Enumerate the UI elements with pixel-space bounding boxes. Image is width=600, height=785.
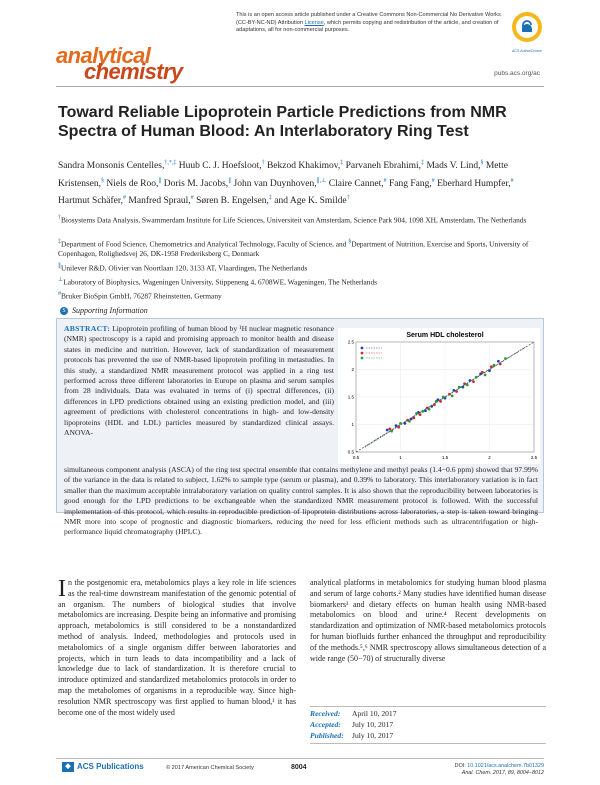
date-published: Published: July 10, 2017 (310, 730, 394, 740)
supporting-info-link[interactable] (60, 306, 148, 315)
badge-label: ACS AuthorChoice (512, 49, 542, 53)
license-link[interactable]: License (304, 19, 324, 26)
data-point (408, 420, 411, 423)
author-affiliation-mark: # (123, 195, 127, 202)
data-point (399, 422, 402, 425)
author-name[interactable]: Huub C. J. Hoefsloot, (178, 161, 262, 172)
data-point (458, 386, 461, 389)
author-name[interactable]: and Age K. Smilde (274, 196, 347, 207)
journal-logo-line2: chemistry (84, 59, 183, 84)
data-point (395, 424, 398, 427)
y-tick-label: 0.5 (347, 449, 354, 455)
journal-logo-line1: analytical (56, 43, 151, 68)
author-affiliation-mark: ∥,⊥ (316, 177, 327, 184)
y-tick-label: 2 (351, 367, 354, 372)
publisher-name: ACS Publications (77, 762, 144, 772)
header-divider (56, 86, 544, 87)
data-point (442, 396, 445, 399)
author-affiliation-mark: † (261, 160, 265, 166)
data-point (497, 360, 500, 363)
author-name[interactable]: Claire Cannet, (328, 178, 384, 189)
x-tick-label: 2 (488, 455, 491, 460)
article-dates (310, 706, 546, 744)
author-affiliation-mark: ‡ (421, 160, 425, 166)
data-point (388, 428, 391, 431)
abstract-label: ABSTRACT: (64, 324, 111, 333)
citation: Anal. Chem. 2017, 89, 8004−8012 (461, 770, 544, 776)
journal-logo[interactable] (56, 43, 183, 84)
author-name[interactable]: Parvaneh Ebrahimi, (345, 161, 422, 172)
data-point (428, 408, 431, 411)
author-affiliation-mark: ‡ (340, 160, 344, 166)
page-number: 8004 (291, 764, 307, 771)
open-access-text: This is an open access article published under a Creative Commons Non-Commercial No Derivative Works (CC-BY-NC-ND) Attribution (236, 12, 501, 26)
author-affiliation-mark: # (383, 177, 387, 184)
abstract-text-continued: simultaneous component analysis (ASCA) of the ring test spectral ensemble that contains methylene and methyl peaks (1.4−0.6 ppm) showed that 97.99% of the variance in the data is related to subject, 1.62% to sample type (serum or plasma), and 0.39% to laboratory. This interlaboratory variation is in fact smaller than the maximum acceptable intralaboratory variation on quality control samples. It is also shown that the reproducibility between laboratories is good enough for the LPD predictions to be exchangeable when the standardized NMR measurement protocol is followed. With the successful implementation of this protocol, which results in reproducible prediction of lipoprotein distributions across laboratories, a step is taken toward bringing NMR more into scope of prognostic and diagnostic biomarkers, reducing the need for less efficient methods such as ultracentrifugation or high-performance liquid chromatography (HPLC). (64, 465, 538, 537)
legend-marker (361, 352, 364, 355)
author-affiliation-mark: ∥ (228, 177, 232, 184)
author-name[interactable]: Bekzod Khakimov, (266, 161, 341, 172)
author-affiliation-mark: § (101, 177, 105, 184)
data-point (504, 357, 507, 360)
abstract-text: ABSTRACT: Lipoprotein profiling of human blood by ¹H nuclear magnetic resonance (NMR) spectroscopy is a rapid and promising approach to monitor health and disease states in medicine and nutrition. However, lack of standardization of measurement protocols has prevented the use of NMR-based lipoprotein profiling in metastudies. In this study, a standardized NMR measurement protocol was applied in a ring test performed across three different laboratories in Europe on plasma and serum samples from 28 individuals. Data was evaluated in terms of (i) spectral differences, (ii) differences in LPD predictions obtained using an existing prediction model, and (iii) agreement of predictions with cholesterol concentrations in high- and low-density lipoproteins (HDL and LDL) particles measured by standardized clinical assays. ANOVA- (64, 324, 334, 438)
supporting-info-icon: S (60, 307, 68, 315)
intro-column-1: In the postgenomic era, metabolomics plays a key role in life sciences as the real-time downstream manifestation of the genomic potential of an organism. The numbers of biological studies that involve metabolomics are increasing. Despite being an informative and promising approach, metabolomics is still considered to be a nonstandardized method of analysis. Indeed, methodologies and protocols used in metabolomics of a single organism differ between laboratories and projects, which in turn leads to data incompatibility and a lack of knowledge due to lack of standardization. It is therefore crucial to introduce optimized and standardized metabolomics protocols in order to map the metabolomes of organisms in a reproducible way. Since high-resolution NMR spectroscopy was first applied to human blood,¹ it has become one of the most widely used (58, 576, 296, 717)
affiliation-2: ‡Department of Food Science, Chemometrics and Analytical Technology, Faculty of Science, and §Department of Nutrition, Exercise and Sports, University of Copenhagen, Rolighedsvej 26, DK-1958 Frederiksberg C, Denmark (58, 239, 529, 259)
author-affiliation-mark: † (346, 195, 350, 202)
data-point (484, 374, 487, 377)
data-point (404, 422, 407, 425)
journal-url[interactable]: pubs.acs.org/ac (494, 70, 540, 77)
toc-chart (338, 328, 540, 464)
author-affiliation-mark: †,*,‡ (164, 160, 177, 166)
chart-background (338, 328, 540, 464)
y-tick-label: 1.5 (347, 394, 354, 400)
legend-marker (361, 357, 364, 360)
open-access-text-tail: , which permits copying and redistribution of the article, and creation of adaptations, all for non-commercial purposes. (236, 19, 499, 34)
acs-logo-icon: ◆ (62, 762, 74, 772)
data-point (435, 400, 438, 403)
footer-divider (56, 758, 544, 759)
date-received: Received: April 10, 2017 (310, 709, 397, 718)
acs-authorchoice-badge-icon (510, 10, 544, 53)
x-tick-label: 1 (399, 455, 402, 460)
author-affiliation-mark: # (190, 195, 194, 202)
author-name[interactable]: John van Duynhoven, (233, 178, 317, 189)
author-name[interactable]: Sandra Monsonis Centelles, (58, 161, 165, 172)
data-point (390, 430, 393, 433)
data-point (493, 364, 496, 367)
data-point (451, 395, 454, 398)
data-point (455, 390, 458, 393)
doi-citation: DOI: 10.1021/acs.analchem.7b01329 Anal. Chem. 2017, 89, 8004−8012 (410, 763, 544, 777)
author-name[interactable]: Doris M. Jacobs, (163, 178, 229, 189)
data-point (439, 400, 442, 403)
data-point (472, 380, 475, 383)
x-tick-label: 0.5 (352, 455, 360, 460)
data-point (481, 371, 484, 374)
doi-link[interactable]: 10.1021/acs.analchem.7b01329 (467, 763, 544, 769)
author-name[interactable]: Mette Kristensen, (58, 161, 509, 189)
date-accepted: Accepted: July 10, 2017 (310, 719, 394, 729)
article-title: Toward Reliable Lipoprotein Particle Predictions from NMR Spectra of Human Blood: An Interlaboratory Ring Test (58, 104, 507, 140)
copyright: © 2017 American Chemical Society (166, 765, 254, 771)
acs-publications-logo[interactable] (62, 762, 144, 772)
intro-column-2: analytical platforms in metabolomics for studying human blood plasma and serum of large cohorts.² Many studies have identified human disease biomarkers³ and dietary effects on human health using NMR-based metabolomics on blood and urine.⁴ Recent developments on standardization and optimization of NMR-based metabolomics protocols for human biofluids further enhanced the throughput and reproducibility of the methods.⁵,⁶ NMR spectroscopy allows simultaneous detection of a wide range (50−70) of structurally diverse (310, 578, 546, 663)
author-name[interactable]: Eberhard Humpfer, (437, 178, 511, 189)
chart-title: Serum HDL cholesterol (406, 332, 484, 339)
data-point (475, 376, 478, 379)
y-tick-label: 1 (351, 422, 354, 427)
author-name[interactable]: Fang Fang, (389, 178, 432, 189)
data-point (421, 410, 424, 413)
affiliation-3: ∥Unilever R&D, Olivier van Noortlaan 120, 3133 AT, Vlaardingen, The Netherlands (58, 263, 308, 273)
affiliation-1: †Biosystems Data Analysis, Swammerdam Institute for Life Sciences, Universiteit van Amsterdam, Science Park 904, 1098 XH, Amsterdam, The Netherlands (58, 215, 527, 225)
author-list (58, 156, 544, 209)
author-name[interactable]: Manfred Spraul, (128, 196, 191, 207)
affiliation-5: #Bruker BioSpin GmbH, 76287 Rheinstetten, Germany (58, 291, 222, 301)
affiliation-4: ⊥Laboratory of Biophysics, Wageningen University, Stippeneng 4, 6708WE, Wageningen, The Netherlands (58, 277, 378, 287)
author-affiliation-mark: # (510, 177, 514, 184)
y-tick-label: 2.5 (347, 339, 354, 345)
legend-marker (361, 347, 364, 350)
supporting-info-label: Supporting Information (72, 306, 148, 315)
data-point (466, 384, 469, 387)
data-point (415, 412, 418, 415)
dropcap: I (58, 576, 66, 602)
author-affiliation-mark: ‡ (268, 195, 272, 202)
toc-graphic (338, 328, 540, 464)
open-access-notice (236, 12, 504, 35)
author-affiliation-mark: ∥ (158, 177, 162, 184)
data-point (386, 429, 389, 432)
data-point (499, 363, 502, 366)
x-tick-label: 1.5 (441, 455, 449, 460)
data-point (469, 379, 472, 382)
author-name[interactable]: Niels de Roo, (106, 178, 159, 189)
author-affiliation-mark: § (480, 160, 484, 166)
author-name[interactable]: Hartmut Schäfer, (58, 196, 124, 207)
x-tick-label: 2.5 (530, 455, 538, 460)
author-name[interactable]: Søren B. Engelsen, (196, 196, 269, 207)
author-name[interactable]: Mads V. Lind, (426, 161, 481, 172)
author-affiliation-mark: # (431, 177, 435, 184)
data-point (397, 426, 400, 429)
